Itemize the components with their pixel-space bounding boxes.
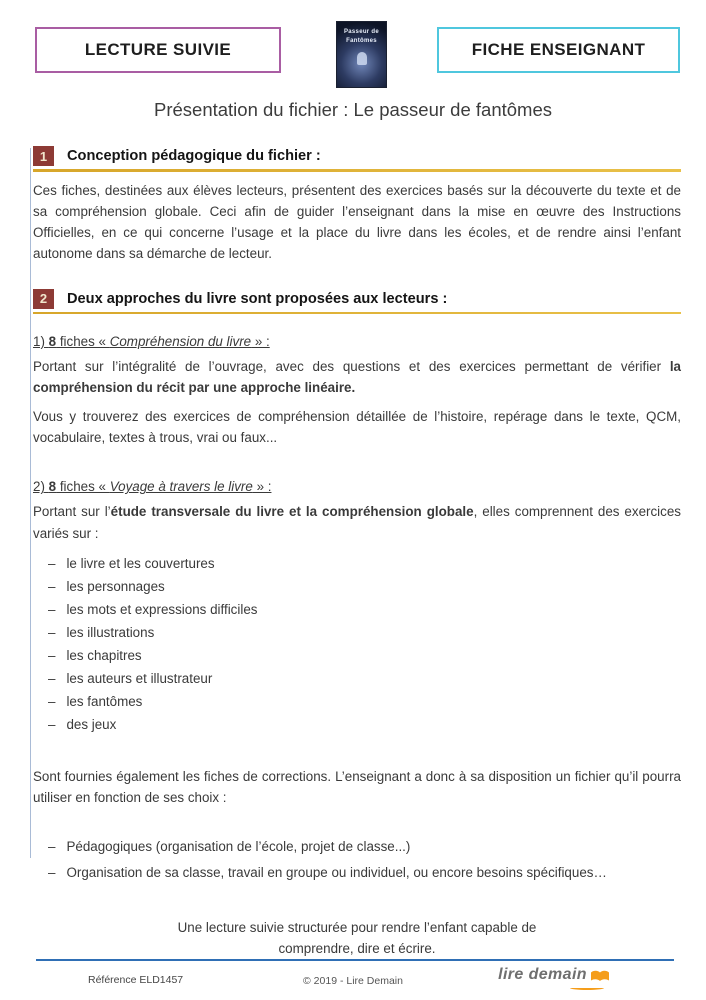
footer-copyright: © 2019 - Lire Demain (303, 975, 403, 987)
text-run: Portant sur l’intégralité de l’ouvrage, avec des questions et des exercices permettant de vérifier (33, 359, 670, 375)
bullet-list (48, 552, 681, 736)
list-item-text: les fantômes (66, 693, 143, 709)
list-item (48, 598, 681, 621)
label-segment: 2) (33, 479, 49, 495)
list-item-text: Organisation de sa classe, travail en groupe ou individuel, ou encore besoins spécifiques… (66, 864, 607, 880)
dash-marker: – (48, 555, 56, 571)
fiche-enseignant-box (437, 27, 680, 73)
list-item-text: les illustrations (66, 624, 155, 640)
subsection-2-paragraph (33, 501, 681, 543)
subsection-1-paragraph (33, 356, 681, 398)
lecture-suivie-box (35, 27, 281, 73)
document-body (33, 146, 681, 960)
dash-marker: – (48, 624, 56, 640)
list-item-text: les auteurs et illustrateur (66, 670, 213, 686)
section-2-gold-rule (33, 312, 681, 315)
section-2-header (33, 289, 681, 309)
text-run-bold: étude transversale du livre et la compréhension globale (110, 504, 474, 520)
footer-reference: Référence ELD1457 (88, 974, 184, 986)
book-cover-title-line2: Fantômes (346, 37, 377, 44)
text-run: , elles comprennent des exercices variés sur : (33, 504, 681, 541)
closing-paragraph: Sont fournies également les fiches de corrections. L’enseignant a donc à sa disposition un fichier qu’il pourra utiliser en fonction de ses choix : (33, 768, 681, 805)
list-item (48, 834, 681, 859)
section-2-heading: Deux approches du livre sont proposées aux lecteurs : (67, 290, 448, 307)
fiche-enseignant-label: FICHE ENSEIGNANT (471, 40, 646, 59)
list-item (48, 621, 681, 644)
list-item (48, 552, 681, 575)
label-segment: fiches « (56, 334, 110, 350)
dash-marker: – (48, 716, 56, 732)
list-item (48, 667, 681, 690)
section-1-header (33, 146, 681, 166)
label-segment-italic: Compréhension du livre (109, 334, 252, 350)
text-run: Portant sur l’ (33, 504, 111, 520)
list-item-text: des jeux (66, 716, 117, 732)
conclusion-line-1: Une lecture suivie structurée pour rendre l’enfant capable de (177, 919, 537, 935)
lire-demain-logo (498, 966, 610, 986)
dash-marker: – (48, 839, 56, 855)
subsection-1-paragraph-2: Vous y trouverez des exercices de compréhension détaillée de l’histoire, repérage dans le texte, QCM, vocabulaire, textes à trous, vrai ou faux... (33, 409, 681, 446)
section-1-heading: Conception pédagogique du fichier : (67, 148, 321, 164)
book-cover-image (336, 21, 387, 88)
label-segment: 1) (33, 334, 49, 350)
choices-list (48, 834, 681, 885)
dash-marker: – (48, 693, 56, 709)
subsection-1-underlined (33, 334, 270, 349)
page-title: Présentation du fichier : Le passeur de fantômes (154, 99, 552, 120)
conclusion-text (33, 917, 681, 960)
list-item-text: Pédagogiques (organisation de l’école, projet de classe...) (66, 839, 411, 855)
section-1-gold-rule (33, 169, 681, 172)
label-segment: » : (251, 334, 270, 350)
section-2-number-badge: 2 (33, 289, 54, 309)
label-segment: fiches « (56, 479, 110, 495)
dash-marker: – (48, 670, 56, 686)
subsection-2-underlined (33, 479, 271, 494)
subsection-1-label (33, 331, 681, 352)
list-item (48, 713, 681, 736)
list-item-text: le livre et les couvertures (66, 555, 215, 571)
lire-demain-logo-text: lire demain (498, 966, 587, 983)
dash-marker: – (48, 864, 56, 880)
dash-marker: – (48, 647, 56, 663)
label-segment-bold: 8 (48, 334, 57, 350)
open-book-icon (590, 969, 610, 984)
book-cover-title (337, 28, 386, 45)
subsection-2-label (33, 476, 681, 497)
footer-divider (36, 959, 674, 961)
label-segment: » : (252, 479, 272, 495)
text-run-bold: la compréhension du récit par une approche linéaire. (33, 359, 681, 396)
label-segment-bold: 8 (48, 479, 57, 495)
section-1-paragraph: Ces fiches, destinées aux élèves lecteurs, présentent des exercices basés sur la découverte du texte et de sa compréhension globale. Ceci afin de guider l’enseignant dans la mise en œuvre des Instructions Officielles, en ce qui concerne l’usage et la place du livre dans les écoles, et de rendre ainsi l’enfant autonome dans sa démarche de lecteur. (33, 182, 681, 261)
dash-marker: – (48, 601, 56, 617)
list-item-text: les chapitres (66, 647, 142, 663)
list-item-text: les personnages (66, 578, 165, 594)
dash-marker: – (48, 578, 56, 594)
list-item-text: les mots et expressions difficiles (66, 601, 258, 617)
list-item (48, 690, 681, 713)
label-segment-italic: Voyage à travers le livre (109, 479, 253, 495)
list-item (48, 575, 681, 598)
left-vertical-rule (30, 148, 31, 858)
list-item (48, 860, 681, 885)
ghost-illustration (357, 52, 367, 65)
list-item (48, 644, 681, 667)
book-cover-title-line1: Passeur de (343, 29, 380, 35)
logo-swoosh (570, 986, 604, 990)
section-1-number-badge: 1 (33, 146, 54, 166)
lecture-suivie-label: LECTURE SUIVIE (84, 40, 232, 59)
conclusion-line-2: comprendre, dire et écrire. (278, 941, 436, 957)
